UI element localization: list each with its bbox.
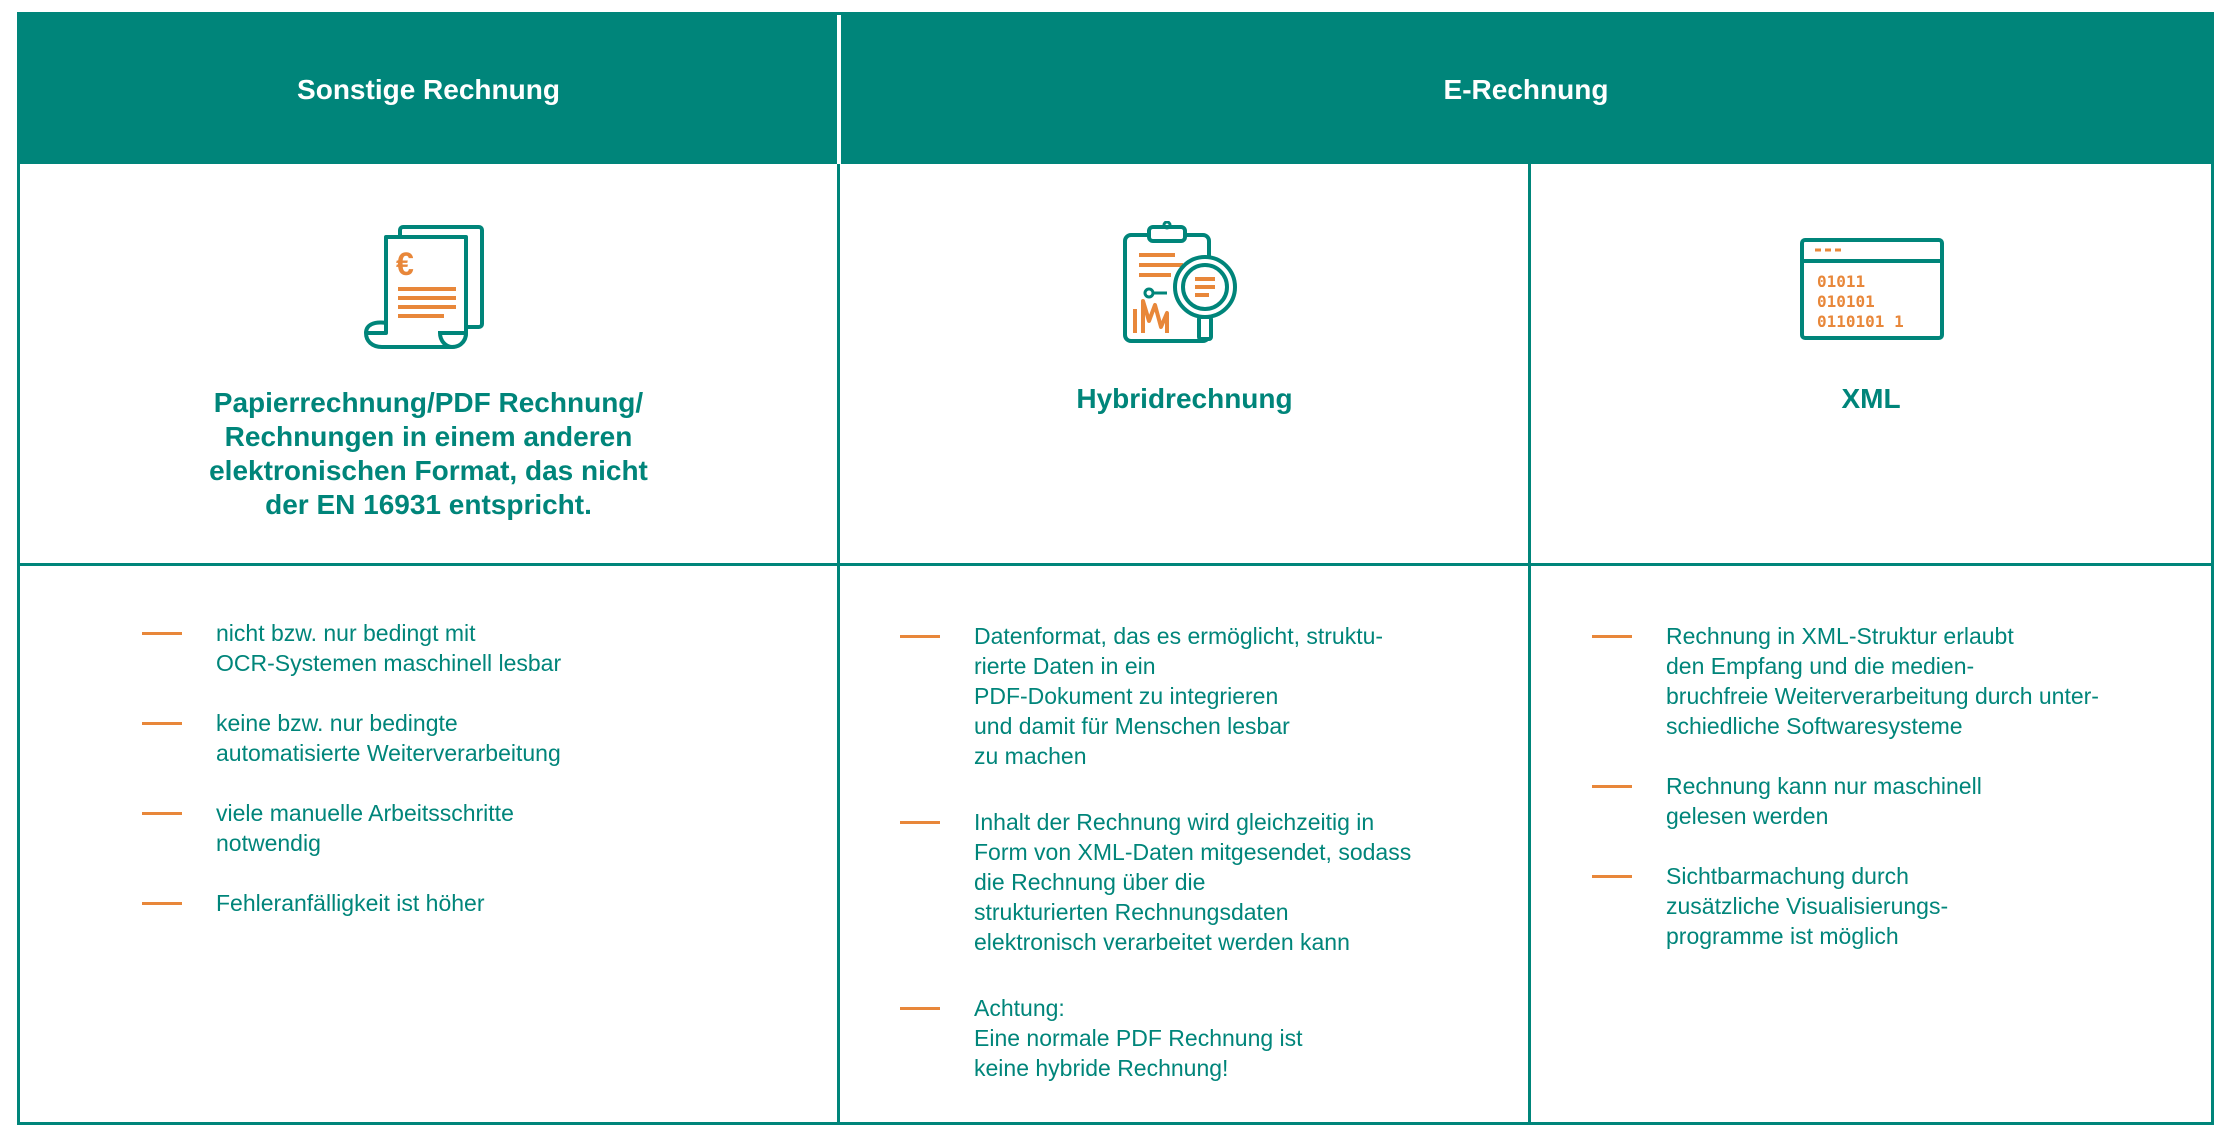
list-item: viele manuelle Arbeitsschritte notwendig: [142, 798, 822, 858]
dash-bullet-icon: [142, 812, 182, 815]
column-title-xml: XML: [1841, 383, 1901, 414]
comparison-table: [17, 12, 2214, 1125]
list-item: Inhalt der Rechnung wird gleichzeitig in Form von XML-Daten mitgesendet, sodass die Rechnung über die strukturierten Rechnungsdaten elektronisch verarbeitet werden kann: [900, 807, 1520, 957]
dash-bullet-icon: [1592, 785, 1632, 788]
bullet-list-hybrid: [900, 621, 1520, 1083]
binary-line-2: 010101: [1817, 292, 1875, 311]
dash-bullet-icon: [1592, 875, 1632, 878]
bullet-list-sonstige: [142, 618, 822, 918]
clipboard-magnifier-icon: [1117, 221, 1257, 355]
header-sonstige-label: Sonstige Rechnung: [297, 73, 560, 105]
column-title-hybrid: Hybridrechnung: [1076, 383, 1293, 414]
dash-bullet-icon: [900, 635, 940, 638]
header-e-rechnung: [841, 15, 2211, 164]
binary-line-3: 0110101 1: [1817, 312, 1904, 331]
column-title-sonstige: Papierrechnung/PDF Rechnung/ Rechnungen in einem anderen elektronischen Format, das nicht der EN 16931 entspricht.: [209, 387, 648, 520]
list-item: keine bzw. nur bedingte automatisierte Weiterverarbeitung: [142, 708, 822, 768]
dash-bullet-icon: [900, 1007, 940, 1010]
binary-line-1: 01011: [1817, 272, 1866, 291]
list-item: Rechnung in XML-Struktur erlaubt den Empfang und die medien- bruchfreie Weiterverarbeitung durch unter- schiedliche Softwaresysteme: [1592, 621, 2202, 741]
dash-bullet-icon: [1592, 635, 1632, 638]
header-e-rechnung-label: E-Rechnung: [1443, 73, 1609, 105]
list-item: Sichtbarmachung durch zusätzliche Visualisierungs- programme ist möglich: [1592, 861, 2202, 951]
list-item: Rechnung kann nur maschinell gelesen werden: [1592, 771, 2202, 831]
dash-bullet-icon: [142, 632, 182, 635]
list-item: Achtung: Eine normale PDF Rechnung ist keine hybride Rechnung!: [900, 993, 1520, 1083]
binary-window-icon: [1799, 237, 1945, 341]
row-divider: [20, 563, 2211, 566]
dash-bullet-icon: [142, 902, 182, 905]
column-divider-2: [1528, 164, 1531, 1125]
column-divider-1: [837, 164, 840, 1125]
header-sonstige-rechnung: [20, 15, 837, 164]
list-item: nicht bzw. nur bedingt mit OCR-Systemen maschinell lesbar: [142, 618, 822, 678]
bullet-list-xml: [1592, 621, 2202, 951]
svg-text:€: €: [396, 246, 414, 282]
dash-bullet-icon: [142, 722, 182, 725]
list-item: Datenformat, das es ermöglicht, struktu- rierte Daten in ein PDF-Dokument zu integrieren und damit für Menschen lesbar zu machen: [900, 621, 1520, 771]
paper-invoice-euro-icon: [362, 217, 502, 355]
dash-bullet-icon: [900, 821, 940, 824]
list-item: Fehleranfälligkeit ist höher: [142, 888, 822, 918]
